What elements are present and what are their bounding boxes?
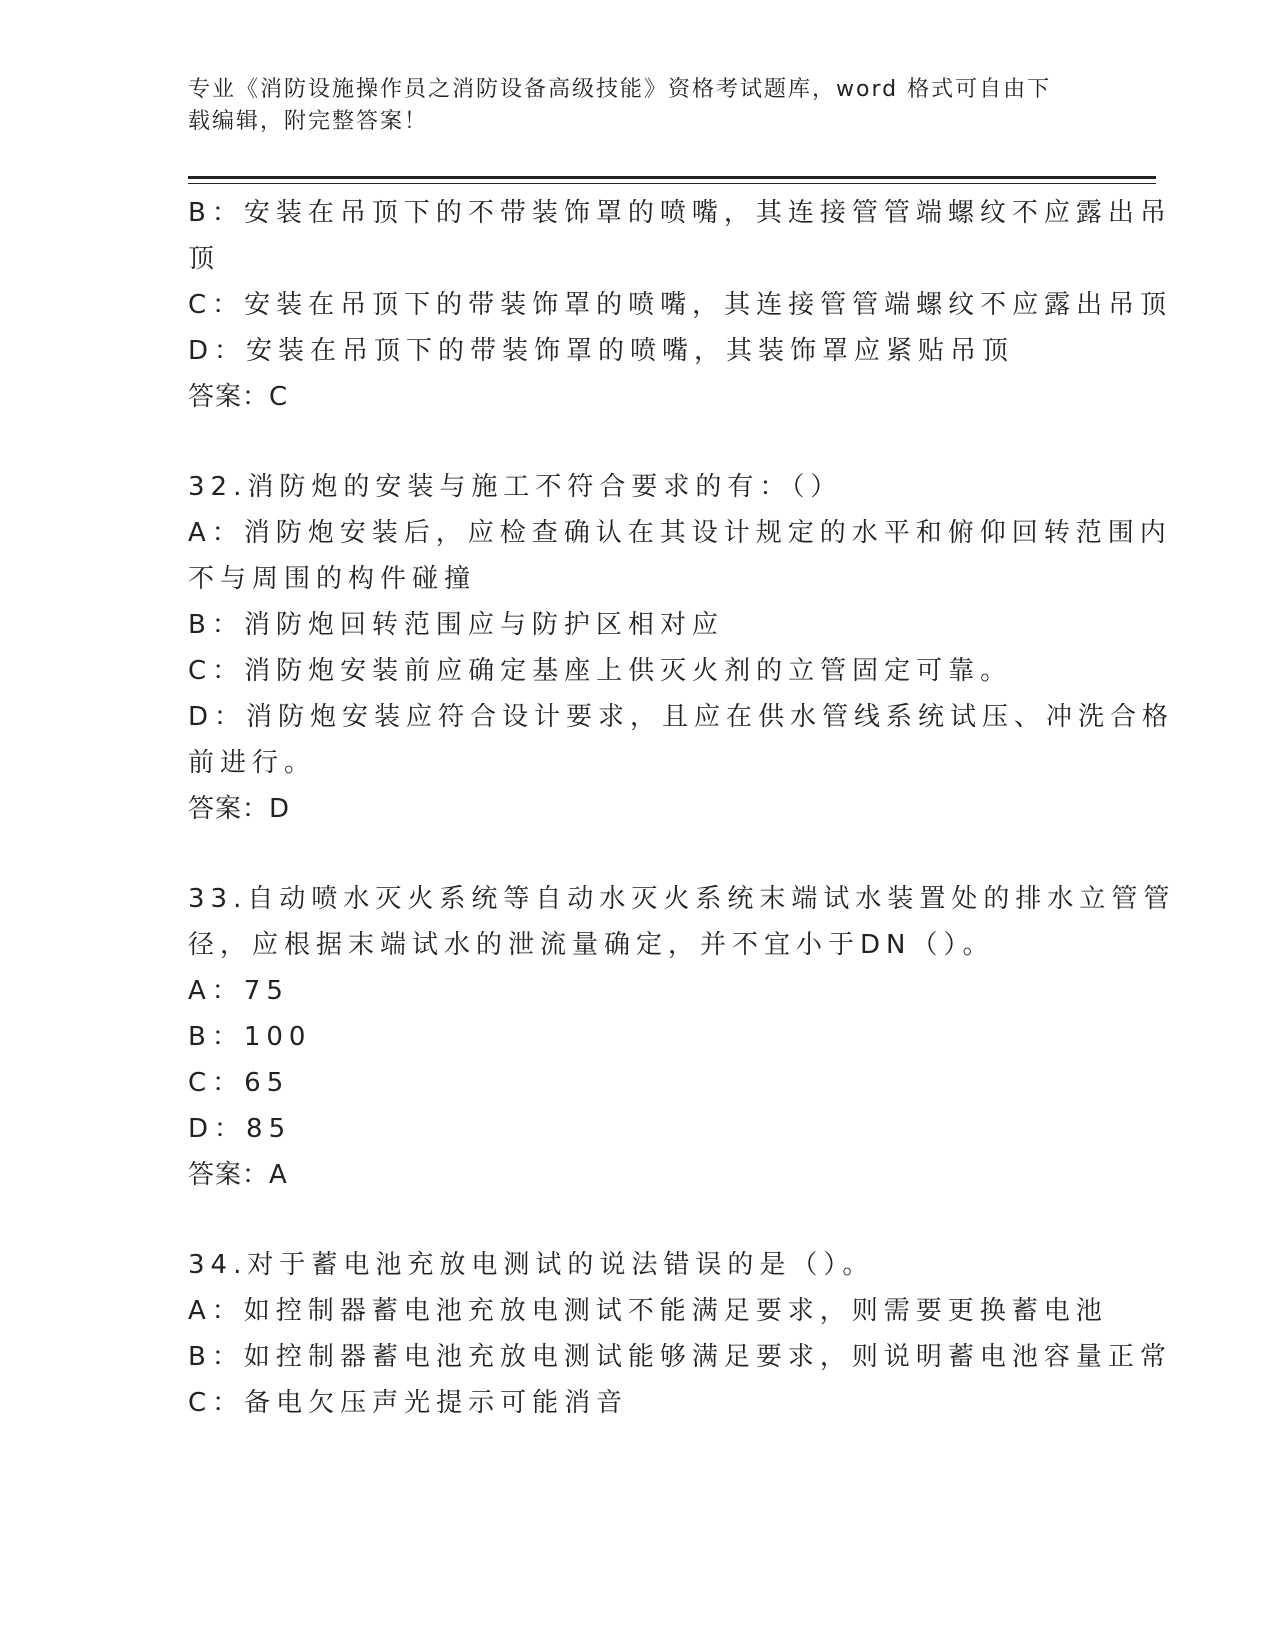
spacer xyxy=(188,420,1088,464)
option-a: A：75 xyxy=(188,976,289,1006)
header-line-2: 载编辑，附完整答案！ xyxy=(188,109,429,134)
option-d: D：85 xyxy=(188,1114,292,1144)
question-stem: 34.对于蓄电池充放电测试的说法错误的是（）。 xyxy=(188,1250,875,1280)
answer-line: 答案：A xyxy=(188,1160,288,1190)
question-list xyxy=(188,190,1176,1426)
option-c: C：65 xyxy=(188,1068,290,1098)
question-32 xyxy=(188,464,1175,832)
question-33 xyxy=(188,876,1176,1198)
question-34 xyxy=(188,1242,1172,1426)
question-31-continued xyxy=(188,190,1173,420)
option-c: C：安装在吊顶下的带装饰罩的喷嘴，其连接管管端螺纹不应露出吊顶 xyxy=(188,290,1173,320)
answer-line: 答案：D xyxy=(188,794,291,824)
document-header xyxy=(188,74,1088,138)
option-b: B：如控制器蓄电池充放电测试能够满足要求，则说明蓄电池容量正常 xyxy=(188,1342,1172,1372)
option-b: B：100 xyxy=(188,1022,312,1052)
option-d-continued: 前进行。 xyxy=(188,748,317,778)
header-divider-thick xyxy=(188,176,1156,179)
spacer xyxy=(188,832,1088,876)
question-stem-continued: 径，应根据末端试水的泄流量确定，并不宜小于DN（）。 xyxy=(188,930,995,960)
option-a-continued: 不与周围的构件碰撞 xyxy=(188,564,477,594)
question-stem: 32.消防炮的安装与施工不符合要求的有：（） xyxy=(188,472,843,502)
option-c: C：备电欠压声光提示可能消音 xyxy=(188,1388,629,1418)
answer-line: 答案：C xyxy=(188,382,289,412)
option-a: A：如控制器蓄电池充放电测试不能满足要求，则需要更换蓄电池 xyxy=(188,1296,1108,1326)
header-divider-thin xyxy=(188,183,1156,184)
option-d: D：安装在吊顶下的带装饰罩的喷嘴，其装饰罩应紧贴吊顶 xyxy=(188,336,1015,366)
option-b-continued: 顶 xyxy=(188,244,221,274)
option-b: B：消防炮回转范围应与防护区相对应 xyxy=(188,610,724,640)
question-stem: 33.自动喷水灭火系统等自动水灭火系统末端试水装置处的排水立管管 xyxy=(188,884,1176,914)
header-line-1: 专业《消防设施操作员之消防设备高级技能》资格考试题库，word 格式可自由下 xyxy=(188,77,1052,102)
option-b: B：安装在吊顶下的不带装饰罩的喷嘴，其连接管管端螺纹不应露出吊 xyxy=(188,198,1172,228)
option-a: A：消防炮安装后，应检查确认在其设计规定的水平和俯仰回转范围内 xyxy=(188,518,1172,548)
option-d: D：消防炮安装应符合设计要求，且应在供水管线系统试压、冲洗合格 xyxy=(188,702,1175,732)
spacer xyxy=(188,1198,1088,1242)
option-c: C：消防炮安装前应确定基座上供灭火剂的立管固定可靠。 xyxy=(188,656,1013,686)
